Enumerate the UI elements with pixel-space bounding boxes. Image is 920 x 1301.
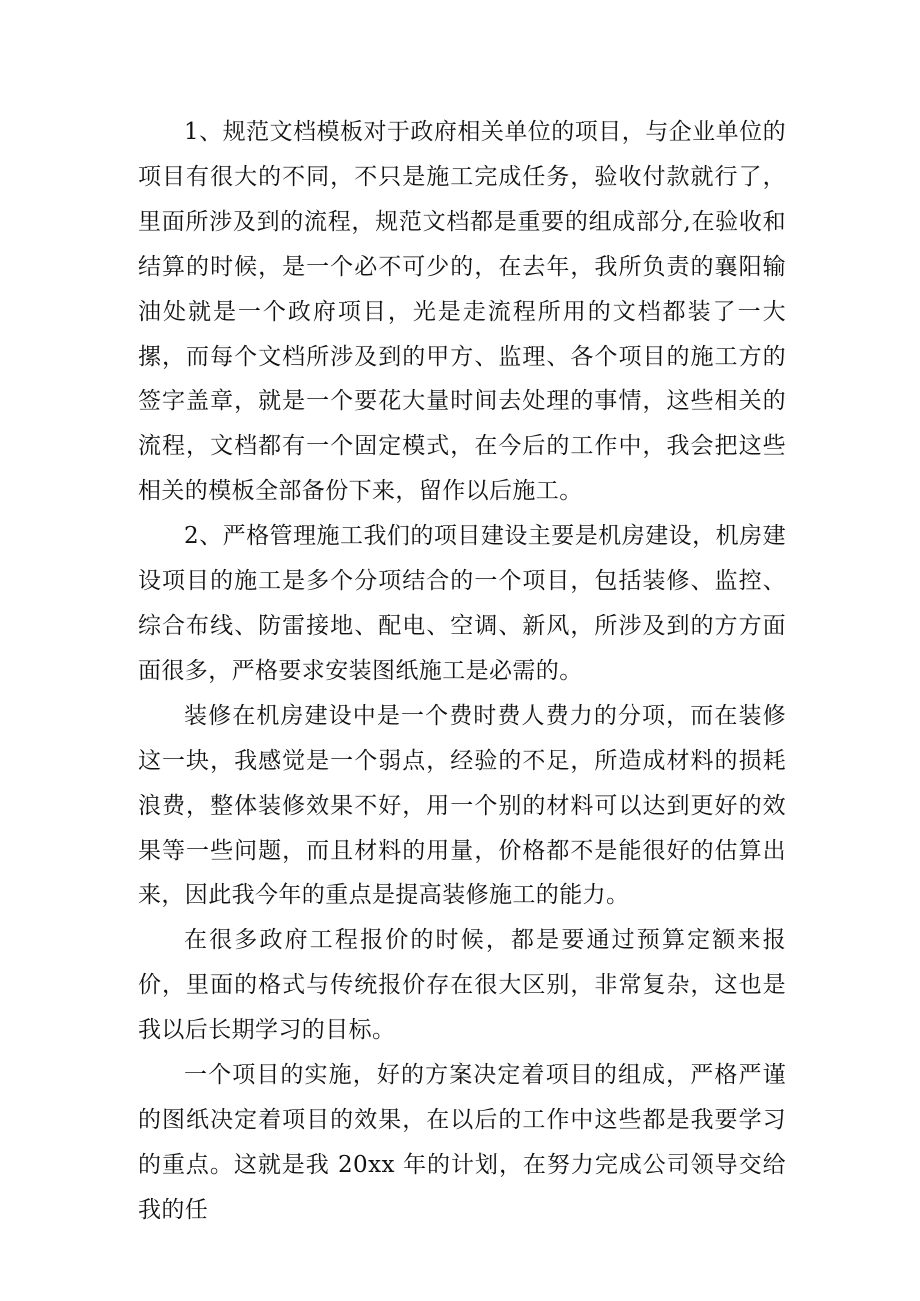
document-body [138, 110, 786, 1233]
paragraph-5: 一个项目的实施，好的方案决定着项目的组成，严格严谨的图纸决定着项目的效果，在以后的工作中这些都是我要学习的重点。这就是我 20xx 年的计划，在努力完成公司领导交给我的任 [138, 1062, 786, 1223]
paragraph-2: 2、严格管理施工我们的项目建设主要是机房建设，机房建设项目的施工是多个分项结合的一个项目，包括装修、监控、综合布线、防雷接地、配电、空调、新风，所涉及到的方方面面很多，严格要求安装图纸施工是必需的。 [138, 523, 786, 684]
paragraph-4: 在很多政府工程报价的时候，都是要通过预算定额来报价，里面的格式与传统报价存在很大区别，非常复杂，这也是我以后长期学习的目标。 [138, 927, 786, 1044]
paragraph-3: 装修在机房建设中是一个费时费人费力的分项，而在装修这一块，我感觉是一个弱点，经验的不足，所造成材料的损耗浪费，整体装修效果不好，用一个别的材料可以达到更好的效果等一些问题，而且材料的用量，价格都不是能很好的估算出来，因此我今年的重点是提高装修施工的能力。 [138, 702, 786, 909]
paragraph-1: 1、规范文档模板对于政府相关单位的项目，与企业单位的项目有很大的不同，不只是施工完成任务，验收付款就行了，里面所涉及到的流程，规范文档都是重要的组成部分,在验收和结算的时候，是一个必不可少的，在去年，我所负责的襄阳输油处就是一个政府项目，光是走流程所用的文档都装了一大摞，而每个文档所涉及到的甲方、监理、各个项目的施工方的签字盖章，就是一个要花大量时间去处理的事情，这些相关的流程，文档都有一个固定模式，在今后的工作中，我会把这些相关的模板全部备份下来，留作以后施工。 [138, 119, 786, 505]
